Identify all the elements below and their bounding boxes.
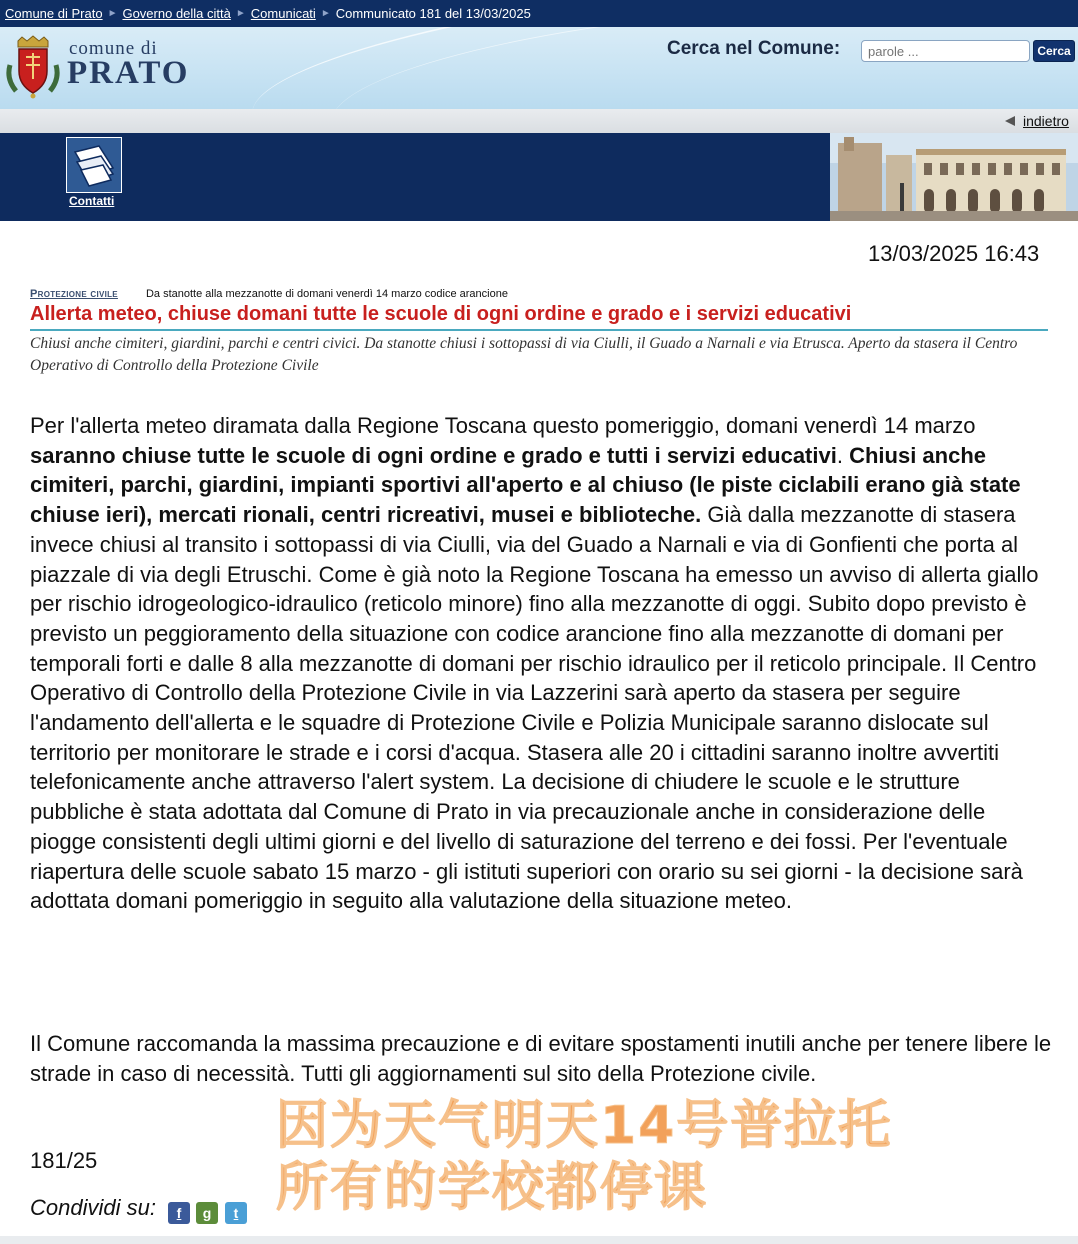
breadcrumb-link-comunicati[interactable]: Comunicati: [250, 6, 316, 21]
logo-text-comune-di[interactable]: comune di: [69, 38, 158, 59]
article-summary: Chiusi anche cimiteri, giardini, parchi e centri civici. Da stanotte chiusi i sottopassi di via Ciulli, il Guado a Narnali e via Etrusca. Aperto da stasera il Centro Operativo di Controllo della Protezione Civile: [30, 335, 1018, 374]
search-label: Cerca nel Comune:: [667, 38, 841, 59]
category-link[interactable]: Protezione civile: [30, 288, 118, 300]
back-arrow-icon[interactable]: [1005, 116, 1015, 126]
body-bold-closures: Chiusi anche cimiteri, parchi, giardini, impianti sportivi all'aperto e al chiuso (le piste ciclabili erano già state chiuse ieri), mercati rionali, centri ricreativi, musei e biblioteche.: [30, 442, 1021, 528]
breadcrumb-separator-icon: ►: [107, 8, 118, 19]
overlay-caption-line-1: 因为天气明天14号普拉托: [276, 1096, 893, 1156]
category-row: [30, 288, 508, 300]
contacts-link[interactable]: Contatti: [69, 194, 115, 208]
breadcrumb-link-governo[interactable]: Governo della città: [122, 6, 231, 21]
breadcrumb: [0, 0, 1078, 27]
site-header: [0, 27, 1078, 109]
article-body: Per l'allerta meteo diramata dalla Regione Toscana questo pomeriggio, domani venerdì 14 marzo saranno chiuse tutte le scuole di ogni ordine e grado e tutti i servizi educativi. Chiusi anche cimiteri, parchi, giardini, impianti sportivi all'aperto e al chiuso (le piste ciclabili erano già state chiuse ieri), mercati rionali, centri ricreativi, musei e biblioteche. Già dalla mezzanotte di stasera invece chiusi al transito i sottopassi di via Ciulli, via del Guado a Narnali e via di Gonfienti che porta al piazzale di via degli Etruschi. Come è già noto la Regione Toscana ha emesso un avviso di allerta giallo per rischio idrogeologico-idraulico (reticolo minore) fino alla mezzanotte di oggi. Subito dopo previsto è previsto un peggioramento della situazione con codice arancione fino alla mezzanotte di domani per temporali forti e dalle 8 alla mezzanotte di domani per rischio idraulico per il reticolo principale. Il Centro Operativo di Controllo della Protezione Civile in via Lazzerini sarà aperto da stasera per seguire l'andamento dell'allerta e le squadre di Protezione Civile e Polizia Municipale saranno dislocate sul territorio per monitorare le strade e i corsi d'acqua. Stasera alle 20 i cittadini saranno inoltre avvertiti telefonicamente anche attraverso l'alert system. La decisione di chiudere le scuole e le strutture pubbliche è stata adottata dal Comune di Prato in via precauzionale anche in considerazione delle piogge consistenti degli ultimi giorni e del livello di saturazione del terreno e dei fossi. Per l'eventuale riapertura delle scuole sabato 15 marzo - gli istituti superiori con orario su sei giorni - la decisione sarà adottata domani pomeriggio in seguito alla valutazione della situazione meteo.: [30, 413, 1039, 914]
google-plus-icon[interactable]: g: [196, 1202, 218, 1224]
article-paragraph-2: Il Comune raccomanda la massima precauzione e di evitare spostamenti inutili anche per tenere libere le strade in caso di necessità. Tutti gli aggiornamenti sul sito della Protezione civile.: [30, 1031, 1052, 1086]
overlay-caption: [276, 1095, 892, 1219]
article-kicker: Da stanotte alla mezzanotte di domani venerdì 14 marzo codice arancione: [145, 288, 508, 300]
contacts-icon: [67, 138, 121, 192]
breadcrumb-separator-icon: ►: [235, 8, 246, 19]
contacts-button[interactable]: [66, 137, 122, 193]
share-label: Condividi su:: [30, 1195, 156, 1220]
breadcrumb-separator-icon: ►: [320, 8, 331, 19]
breadcrumb-link-comune[interactable]: Comune di Prato: [5, 6, 103, 21]
overlay-caption-line-2: 所有的学校都停课: [276, 1158, 709, 1218]
body-bold-schools: saranno chiuse tutte le scuole di ogni ordine e grado e tutti i servizi educativi: [30, 442, 837, 468]
article-datetime: 13/03/2025 16:43: [868, 241, 1040, 266]
piazza-photo: [830, 133, 1078, 221]
back-bar: [0, 109, 1078, 133]
search-input[interactable]: [861, 40, 1030, 62]
facebook-icon[interactable]: f: [168, 1202, 190, 1224]
coat-of-arms-icon[interactable]: [6, 35, 60, 99]
document-number: 181/25: [30, 1148, 98, 1173]
twitter-icon[interactable]: t: [225, 1202, 247, 1224]
breadcrumb-current: Communicato 181 del 13/03/2025: [335, 6, 531, 21]
bottom-strip: [0, 1236, 1078, 1244]
search-button[interactable]: Cerca: [1033, 40, 1075, 62]
nav-band: [0, 133, 1078, 221]
article-headline: Allerta meteo, chiuse domani tutte le scuole di ogni ordine e grado e i servizi educativi: [30, 303, 1048, 331]
back-link[interactable]: indietro: [1023, 113, 1069, 129]
logo-text-prato[interactable]: PRATO: [67, 55, 190, 91]
